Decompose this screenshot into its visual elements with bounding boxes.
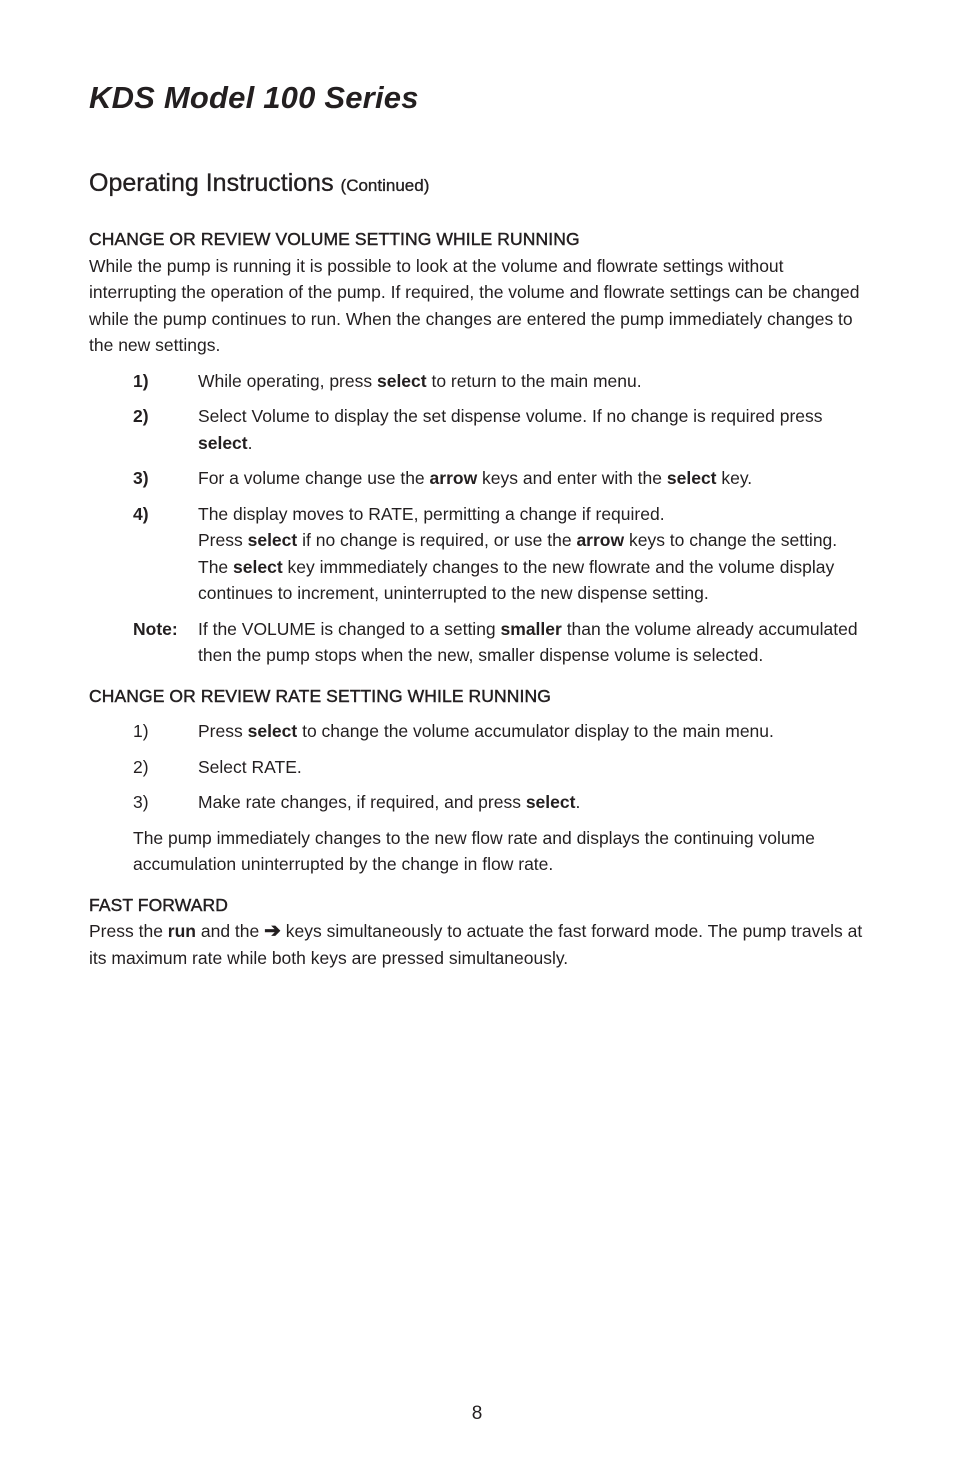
step-number: 3)	[133, 468, 149, 488]
note-item	[89, 616, 864, 669]
step-text: Select RATE.	[198, 756, 302, 777]
right-arrow-icon: ➔	[264, 920, 281, 942]
page-content	[89, 226, 864, 971]
step-text: While operating, press select to return to the main menu.	[198, 370, 642, 391]
step-number: 4)	[133, 503, 149, 524]
step-number: 1)	[133, 721, 149, 741]
section-title	[89, 169, 429, 198]
step-number: 1)	[133, 370, 149, 391]
list-item	[89, 465, 864, 492]
continued-label: (Continued)	[340, 176, 430, 195]
list-item	[89, 789, 864, 816]
list-item	[89, 368, 864, 395]
volume-section-intro: While the pump is running it is possible to look at the volume and flowrate settings without interrupting the operation of the pump. If required, the volume and flowrate settings can be changed while the pump continues to run. When the changes are entered the pump immediately changes to the new settings.	[89, 255, 860, 355]
rate-section-closing: The pump immediately changes to the new flow rate and displays the continuing volume accumulation uninterrupted by the change in flow rate.	[133, 827, 815, 874]
page-title: KDS Model 100 Series	[89, 80, 419, 115]
volume-steps-list	[89, 368, 864, 669]
page-number: 8	[471, 1403, 483, 1424]
fast-forward-heading: FAST FORWARD	[89, 894, 228, 915]
fast-forward-text: Press the run and the ➔ keys simultaneously to actuate the fast forward mode. The pump travels at its maximum rate while both keys are pressed simultaneously.	[89, 920, 863, 968]
list-item	[89, 403, 864, 456]
rate-section-heading: CHANGE OR REVIEW RATE SETTING WHILE RUNNING	[89, 685, 551, 706]
step-text: The display moves to RATE, permitting a change if required. Press select if no change is required, or use the arrow keys to change the setting. The select key immmediately changes to the new flowrate and the volume display continues to increment, uninterrupted to the new dispense setting.	[198, 503, 838, 603]
list-item	[89, 754, 864, 781]
step-text: For a volume change use the arrow keys and enter with the select key.	[198, 468, 753, 488]
step-number: 2)	[133, 406, 149, 426]
section-title-text: Operating Instructions	[89, 169, 334, 197]
step-text: Select Volume to display the set dispense volume. If no change is required press select.	[198, 406, 823, 453]
list-item	[89, 718, 864, 745]
list-item	[89, 501, 864, 607]
step-number: 3)	[133, 792, 149, 812]
step-text: Make rate changes, if required, and press select.	[198, 792, 581, 812]
step-text: Press select to change the volume accumulator display to the main menu.	[198, 721, 774, 741]
volume-section-heading: CHANGE OR REVIEW VOLUME SETTING WHILE RUNNING	[89, 229, 580, 249]
rate-steps-list	[89, 718, 864, 816]
note-text: If the VOLUME is changed to a setting smaller than the volume already accumulated then the pump stops when the new, smaller dispense volume is selected.	[198, 618, 858, 665]
step-number: 2)	[133, 756, 149, 777]
note-label: Note:	[133, 618, 178, 639]
